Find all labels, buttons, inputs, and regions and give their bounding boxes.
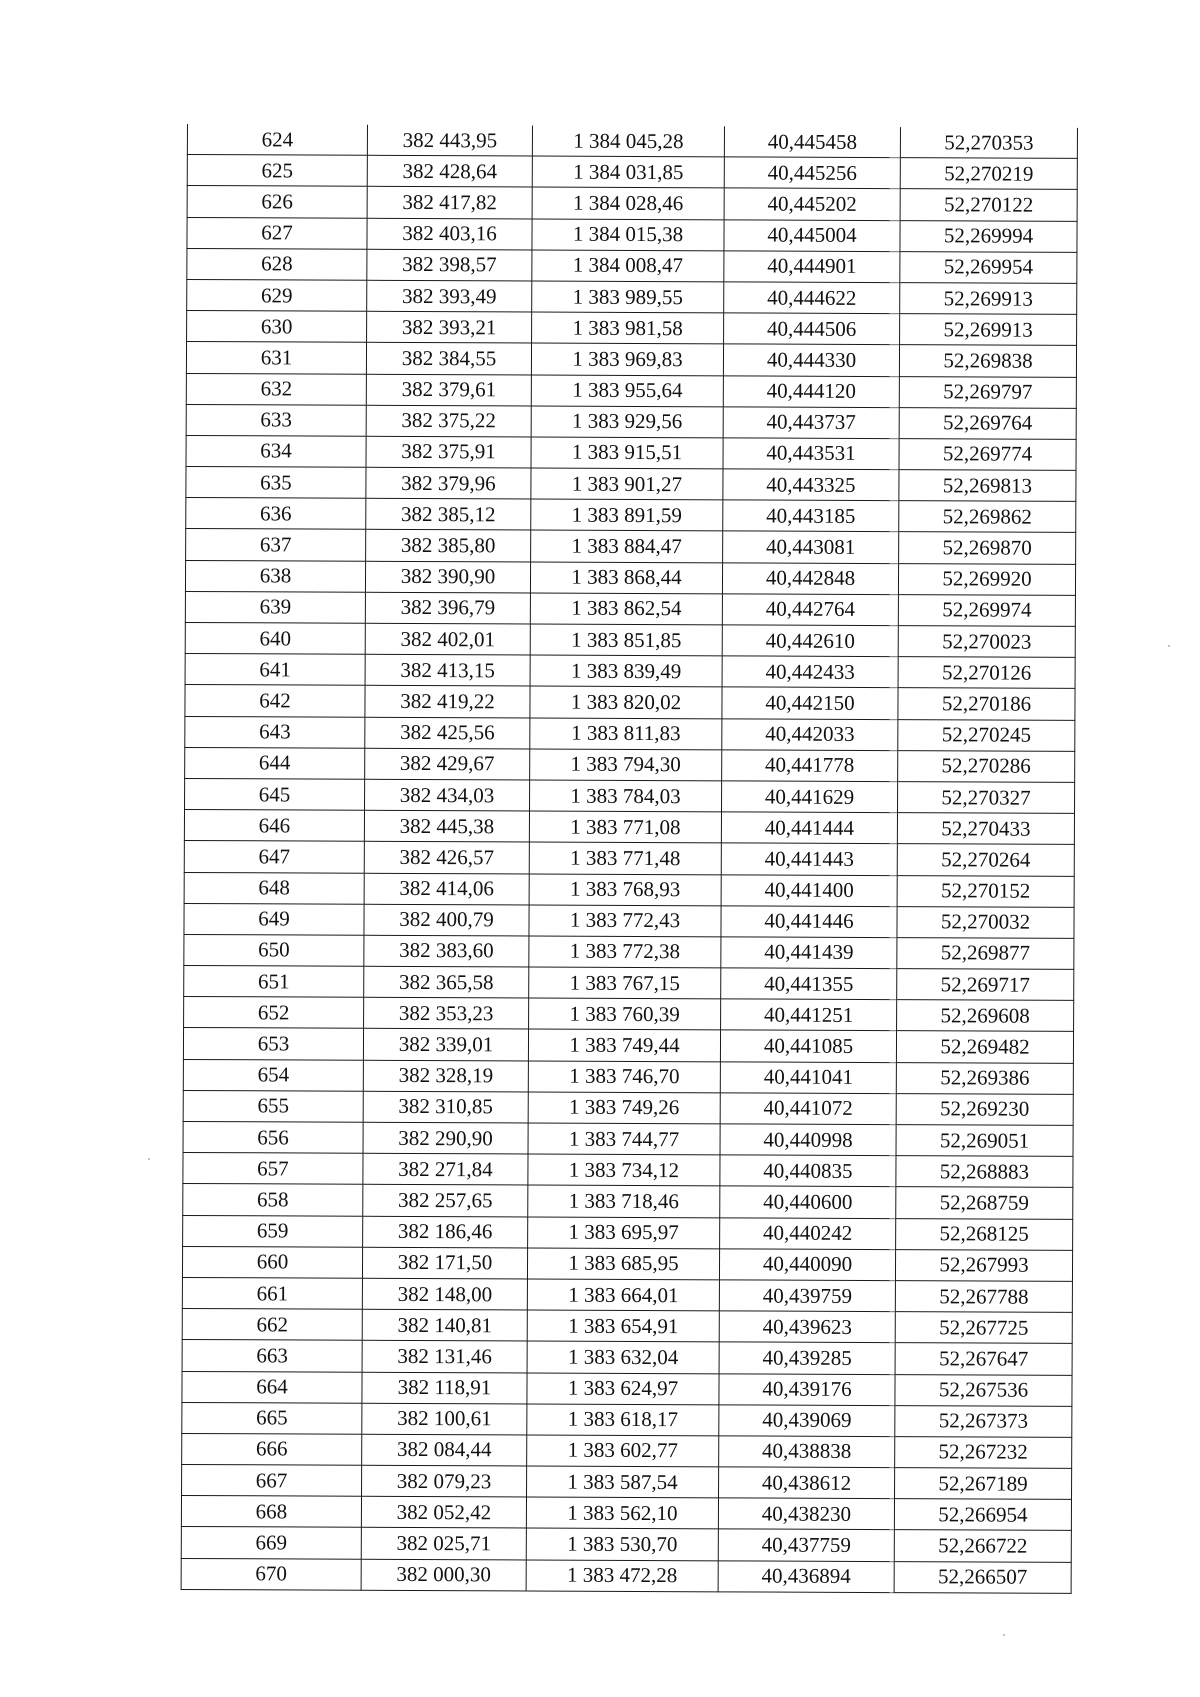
cell-y: 1 383 602,77	[527, 1435, 719, 1467]
cell-longitude: 40,441446	[721, 906, 897, 938]
cell-latitude: 52,267993	[895, 1249, 1072, 1281]
cell-longitude: 40,442764	[722, 594, 898, 626]
cell-longitude: 40,440242	[720, 1217, 896, 1249]
cell-y: 1 383 618,17	[527, 1404, 719, 1436]
cell-y: 1 383 820,02	[530, 686, 722, 718]
cell-latitude: 52,269994	[900, 220, 1077, 252]
table-row	[185, 560, 1075, 595]
cell-x: 382 328,19	[363, 1060, 528, 1092]
cell-number: 633	[186, 404, 366, 436]
cell-x: 382 084,44	[362, 1434, 527, 1466]
cell-latitude: 52,268759	[896, 1187, 1073, 1219]
cell-number: 636	[186, 498, 366, 530]
cell-longitude: 40,438612	[719, 1467, 895, 1499]
cell-longitude: 40,440835	[720, 1155, 896, 1187]
cell-number: 626	[187, 186, 367, 218]
cell-number: 630	[187, 311, 367, 343]
cell-y: 1 383 839,49	[530, 655, 722, 687]
cell-latitude: 52,269974	[898, 594, 1075, 626]
cell-latitude: 52,270219	[900, 158, 1077, 190]
table-row	[184, 997, 1074, 1032]
cell-latitude: 52,269954	[900, 251, 1077, 283]
cell-number: 662	[182, 1309, 362, 1341]
cell-longitude: 40,442610	[722, 625, 898, 657]
cell-longitude: 40,442033	[722, 718, 898, 750]
cell-longitude: 40,445458	[724, 126, 900, 157]
cell-x: 382 390,90	[365, 561, 530, 593]
cell-longitude: 40,439759	[719, 1280, 895, 1312]
table-row	[185, 778, 1075, 813]
cell-latitude: 52,267536	[895, 1374, 1072, 1406]
cell-latitude: 52,269051	[896, 1125, 1073, 1157]
cell-longitude: 40,437759	[718, 1529, 894, 1561]
cell-longitude: 40,439069	[719, 1405, 895, 1437]
cell-y: 1 383 862,54	[530, 593, 722, 625]
cell-longitude: 40,444120	[723, 375, 899, 407]
cell-number: 642	[185, 685, 365, 717]
cell-y: 1 383 632,04	[527, 1341, 719, 1373]
cell-number: 628	[187, 248, 367, 280]
cell-longitude: 40,445256	[724, 157, 900, 189]
cell-number: 661	[182, 1277, 362, 1309]
cell-y: 1 383 915,51	[531, 437, 723, 469]
table-row	[183, 1059, 1073, 1094]
cell-number: 635	[186, 467, 366, 499]
cell-latitude: 52,268125	[896, 1218, 1073, 1250]
cell-latitude: 52,270264	[897, 844, 1074, 876]
cell-y: 1 383 472,28	[526, 1560, 718, 1592]
scan-speck	[148, 1158, 150, 1160]
cell-latitude: 52,270433	[897, 813, 1074, 845]
table-row	[183, 1121, 1073, 1156]
cell-latitude: 52,270126	[898, 657, 1075, 689]
cell-y: 1 384 008,47	[532, 250, 724, 282]
cell-latitude: 52,267232	[895, 1436, 1072, 1468]
table-row	[185, 747, 1075, 782]
table-row	[186, 404, 1076, 439]
table-row	[187, 155, 1077, 190]
cell-number: 640	[185, 622, 365, 654]
cell-x: 382 403,16	[367, 218, 532, 250]
cell-x: 382 393,49	[367, 280, 532, 312]
cell-x: 382 419,22	[365, 686, 530, 718]
cell-x: 382 385,12	[366, 499, 531, 531]
cell-y: 1 383 695,97	[528, 1217, 720, 1249]
table-row	[183, 1215, 1073, 1250]
cell-number: 651	[184, 966, 364, 998]
cell-x: 382 434,03	[365, 779, 530, 811]
cell-longitude: 40,440998	[720, 1124, 896, 1156]
cell-latitude: 52,266722	[894, 1530, 1071, 1562]
table-row	[183, 1090, 1073, 1125]
cell-longitude: 40,441041	[720, 1061, 896, 1093]
table-row	[184, 903, 1074, 938]
cell-number: 643	[185, 716, 365, 748]
cell-x: 382 339,01	[363, 1029, 528, 1061]
cell-longitude: 40,443325	[723, 469, 899, 501]
cell-latitude: 52,267788	[895, 1281, 1072, 1313]
cell-number: 667	[182, 1465, 362, 1497]
cell-latitude: 52,267189	[895, 1468, 1072, 1500]
cell-x: 382 140,81	[362, 1309, 527, 1341]
cell-y: 1 383 746,70	[528, 1061, 720, 1093]
cell-number: 656	[183, 1121, 363, 1153]
cell-x: 382 402,01	[365, 623, 530, 655]
cell-number: 624	[187, 124, 367, 155]
cell-y: 1 383 901,27	[531, 468, 723, 500]
cell-number: 649	[184, 903, 364, 935]
table-row	[181, 1558, 1071, 1593]
table-row	[182, 1402, 1072, 1437]
cell-number: 652	[184, 997, 364, 1029]
cell-y: 1 384 045,28	[532, 126, 724, 158]
table-row	[186, 467, 1076, 502]
cell-longitude: 40,444901	[724, 251, 900, 283]
cell-x: 382 379,61	[366, 374, 531, 406]
table-row	[185, 716, 1075, 751]
cell-latitude: 52,268883	[896, 1156, 1073, 1188]
table-row	[183, 1153, 1073, 1188]
cell-y: 1 383 851,85	[530, 624, 722, 656]
cell-number: 625	[187, 155, 367, 187]
cell-x: 382 396,79	[365, 592, 530, 624]
cell-y: 1 383 744,77	[528, 1123, 720, 1155]
cell-number: 645	[185, 778, 365, 810]
cell-x: 382 393,21	[367, 311, 532, 343]
cell-y: 1 383 749,26	[528, 1092, 720, 1124]
cell-longitude: 40,441355	[721, 968, 897, 1000]
cell-y: 1 383 884,47	[531, 530, 723, 562]
cell-y: 1 383 768,93	[529, 874, 721, 906]
cell-latitude: 52,269920	[898, 563, 1075, 595]
cell-longitude: 40,443737	[723, 407, 899, 439]
table-row	[184, 810, 1074, 845]
cell-latitude: 52,270245	[898, 719, 1075, 751]
cell-x: 382 425,56	[365, 717, 530, 749]
table-row	[185, 654, 1075, 689]
cell-latitude: 52,270353	[900, 127, 1077, 158]
cell-longitude: 40,445202	[724, 188, 900, 220]
cell-latitude: 52,266507	[894, 1561, 1071, 1593]
cell-y: 1 383 969,83	[531, 343, 723, 375]
cell-longitude: 40,438230	[718, 1498, 894, 1530]
cell-x: 382 413,15	[365, 654, 530, 686]
cell-y: 1 383 771,48	[529, 842, 721, 874]
cell-number: 655	[183, 1090, 363, 1122]
scan-speck	[1003, 1634, 1005, 1636]
cell-latitude: 52,270152	[897, 875, 1074, 907]
cell-number: 665	[182, 1402, 362, 1434]
cell-longitude: 40,438838	[719, 1436, 895, 1468]
cell-x: 382 398,57	[367, 249, 532, 281]
cell-x: 382 131,46	[362, 1341, 527, 1373]
cell-longitude: 40,441072	[720, 1093, 896, 1125]
cell-longitude: 40,439623	[719, 1311, 895, 1343]
cell-longitude: 40,444506	[724, 313, 900, 345]
cell-number: 653	[183, 1028, 363, 1060]
cell-x: 382 052,42	[361, 1497, 526, 1529]
cell-longitude: 40,441444	[721, 812, 897, 844]
table-row	[187, 248, 1077, 283]
cell-longitude: 40,441251	[721, 999, 897, 1031]
coordinates-table	[181, 124, 1078, 1594]
cell-x: 382 379,96	[366, 467, 531, 499]
cell-y: 1 383 718,46	[528, 1185, 720, 1217]
cell-number: 670	[181, 1558, 361, 1590]
table-row	[187, 311, 1077, 346]
cell-latitude: 52,269764	[899, 407, 1076, 439]
cell-latitude: 52,270023	[898, 626, 1075, 658]
table-row	[182, 1340, 1072, 1375]
table-row	[184, 966, 1074, 1001]
cell-latitude: 52,269877	[897, 937, 1074, 969]
cell-x: 382 100,61	[362, 1403, 527, 1435]
cell-longitude: 40,441439	[721, 937, 897, 969]
table-row	[186, 342, 1076, 377]
table-row	[182, 1465, 1072, 1500]
cell-longitude: 40,439285	[719, 1342, 895, 1374]
cell-latitude: 52,269797	[899, 376, 1076, 408]
cell-longitude: 40,436894	[718, 1560, 894, 1592]
table-row	[187, 217, 1077, 252]
cell-y: 1 383 784,03	[530, 780, 722, 812]
cell-latitude: 52,269813	[899, 470, 1076, 502]
cell-y: 1 383 749,44	[528, 1029, 720, 1061]
table-row	[184, 934, 1074, 969]
table-row	[186, 373, 1076, 408]
table-row	[182, 1371, 1072, 1406]
cell-number: 650	[184, 934, 364, 966]
cell-y: 1 383 760,39	[529, 998, 721, 1030]
cell-longitude: 40,442848	[722, 562, 898, 594]
cell-x: 382 353,23	[364, 998, 529, 1030]
cell-x: 382 365,58	[364, 966, 529, 998]
cell-number: 638	[185, 560, 365, 592]
cell-longitude: 40,439176	[719, 1373, 895, 1405]
cell-y: 1 384 015,38	[532, 219, 724, 251]
cell-y: 1 383 664,01	[527, 1279, 719, 1311]
cell-latitude: 52,269386	[896, 1062, 1073, 1094]
cell-y: 1 383 771,08	[529, 811, 721, 843]
cell-number: 647	[184, 841, 364, 873]
coordinates-table-body	[181, 124, 1077, 1593]
cell-latitude: 52,269774	[899, 438, 1076, 470]
cell-number: 627	[187, 217, 367, 249]
table-row	[181, 1527, 1071, 1562]
cell-x: 382 271,84	[363, 1153, 528, 1185]
cell-number: 658	[183, 1184, 363, 1216]
cell-longitude: 40,443185	[723, 500, 899, 532]
cell-x: 382 000,30	[361, 1559, 526, 1591]
cell-longitude: 40,441629	[722, 781, 898, 813]
cell-x: 382 290,90	[363, 1122, 528, 1154]
cell-x: 382 414,06	[364, 873, 529, 905]
cell-y: 1 383 587,54	[527, 1466, 719, 1498]
table-row	[183, 1028, 1073, 1063]
table-row	[187, 279, 1077, 314]
cell-number: 629	[187, 279, 367, 311]
cell-x: 382 443,95	[367, 125, 532, 156]
cell-latitude: 52,270032	[897, 906, 1074, 938]
cell-number: 641	[185, 654, 365, 686]
cell-number: 666	[182, 1433, 362, 1465]
table-row	[183, 1184, 1073, 1219]
cell-y: 1 384 028,46	[532, 187, 724, 219]
cell-x: 382 171,50	[362, 1247, 527, 1279]
cell-x: 382 257,65	[363, 1185, 528, 1217]
cell-y: 1 383 794,30	[530, 749, 722, 781]
cell-y: 1 383 955,64	[531, 375, 723, 407]
cell-latitude: 52,269913	[900, 283, 1077, 315]
cell-latitude: 52,269482	[896, 1031, 1073, 1063]
cell-latitude: 52,270327	[898, 782, 1075, 814]
cell-number: 659	[183, 1215, 363, 1247]
scan-speck	[1168, 645, 1170, 647]
cell-longitude: 40,444330	[723, 344, 899, 376]
cell-longitude: 40,442150	[722, 687, 898, 719]
table-row	[182, 1309, 1072, 1344]
cell-latitude: 52,269862	[899, 501, 1076, 533]
cell-number: 631	[186, 342, 366, 374]
table-row	[185, 622, 1075, 657]
table-row	[186, 498, 1076, 533]
cell-longitude: 40,443081	[723, 531, 899, 563]
cell-latitude: 52,270186	[898, 688, 1075, 720]
cell-longitude: 40,443531	[723, 438, 899, 470]
cell-y: 1 383 734,12	[528, 1154, 720, 1186]
cell-longitude: 40,445004	[724, 219, 900, 251]
table-row	[184, 841, 1074, 876]
cell-x: 382 428,64	[367, 155, 532, 187]
cell-y: 1 383 767,15	[529, 967, 721, 999]
cell-x: 382 385,80	[366, 530, 531, 562]
cell-x: 382 445,38	[364, 810, 529, 842]
cell-x: 382 310,85	[363, 1091, 528, 1123]
table-row	[187, 186, 1077, 221]
cell-number: 634	[186, 435, 366, 467]
table-row	[181, 1496, 1071, 1531]
cell-y: 1 383 772,38	[529, 936, 721, 968]
cell-y: 1 383 989,55	[532, 281, 724, 313]
cell-longitude: 40,441778	[722, 750, 898, 782]
cell-latitude: 52,269717	[897, 969, 1074, 1001]
cell-y: 1 383 772,43	[529, 905, 721, 937]
cell-y: 1 383 891,59	[531, 499, 723, 531]
cell-y: 1 383 929,56	[531, 406, 723, 438]
cell-number: 646	[184, 810, 364, 842]
cell-latitude: 52,270122	[900, 189, 1077, 221]
table-row	[182, 1433, 1072, 1468]
cell-longitude: 40,440600	[720, 1186, 896, 1218]
cell-number: 632	[186, 373, 366, 405]
cell-longitude: 40,442433	[722, 656, 898, 688]
cell-latitude: 52,266954	[894, 1499, 1071, 1531]
cell-number: 657	[183, 1153, 363, 1185]
table-row	[184, 872, 1074, 907]
cell-number: 654	[183, 1059, 363, 1091]
cell-number: 668	[181, 1496, 361, 1528]
cell-x: 382 375,22	[366, 405, 531, 437]
cell-y: 1 383 981,58	[532, 312, 724, 344]
cell-y: 1 383 624,97	[527, 1372, 719, 1404]
table-row	[182, 1246, 1072, 1281]
cell-y: 1 383 654,91	[527, 1310, 719, 1342]
cell-number: 669	[181, 1527, 361, 1559]
cell-number: 644	[185, 747, 365, 779]
cell-x: 382 400,79	[364, 904, 529, 936]
cell-number: 664	[182, 1371, 362, 1403]
cell-longitude: 40,440090	[719, 1249, 895, 1281]
cell-latitude: 52,267725	[895, 1312, 1072, 1344]
cell-latitude: 52,269913	[900, 314, 1077, 346]
cell-x: 382 426,57	[364, 842, 529, 874]
cell-number: 663	[182, 1340, 362, 1372]
cell-y: 1 383 562,10	[526, 1497, 718, 1529]
cell-x: 382 417,82	[367, 187, 532, 219]
cell-x: 382 383,60	[364, 935, 529, 967]
cell-latitude: 52,267373	[895, 1405, 1072, 1437]
cell-latitude: 52,267647	[895, 1343, 1072, 1375]
cell-latitude: 52,269230	[896, 1093, 1073, 1125]
cell-longitude: 40,441400	[721, 874, 897, 906]
cell-number: 648	[184, 872, 364, 904]
cell-latitude: 52,270286	[898, 750, 1075, 782]
cell-longitude: 40,441085	[720, 1030, 896, 1062]
cell-latitude: 52,269838	[899, 345, 1076, 377]
table-row	[182, 1277, 1072, 1312]
cell-x: 382 384,55	[366, 343, 531, 375]
cell-y: 1 383 685,95	[527, 1248, 719, 1280]
cell-number: 637	[186, 529, 366, 561]
cell-x: 382 148,00	[362, 1278, 527, 1310]
table-row	[186, 435, 1076, 470]
cell-latitude: 52,269608	[897, 1000, 1074, 1032]
cell-x: 382 025,71	[361, 1528, 526, 1560]
table-row	[187, 124, 1077, 159]
cell-y: 1 383 811,83	[530, 718, 722, 750]
table-row	[186, 529, 1076, 564]
cell-x: 382 186,46	[363, 1216, 528, 1248]
cell-longitude: 40,441443	[721, 843, 897, 875]
cell-x: 382 429,67	[365, 748, 530, 780]
cell-y: 1 383 530,70	[526, 1528, 718, 1560]
table-row	[185, 685, 1075, 720]
table-row	[185, 591, 1075, 626]
cell-y: 1 384 031,85	[532, 156, 724, 188]
cell-y: 1 383 868,44	[530, 562, 722, 594]
cell-number: 639	[185, 591, 365, 623]
cell-x: 382 375,91	[366, 436, 531, 468]
cell-latitude: 52,269870	[899, 532, 1076, 564]
cell-longitude: 40,444622	[724, 282, 900, 314]
cell-x: 382 079,23	[362, 1465, 527, 1497]
cell-x: 382 118,91	[362, 1372, 527, 1404]
cell-number: 660	[182, 1246, 362, 1278]
